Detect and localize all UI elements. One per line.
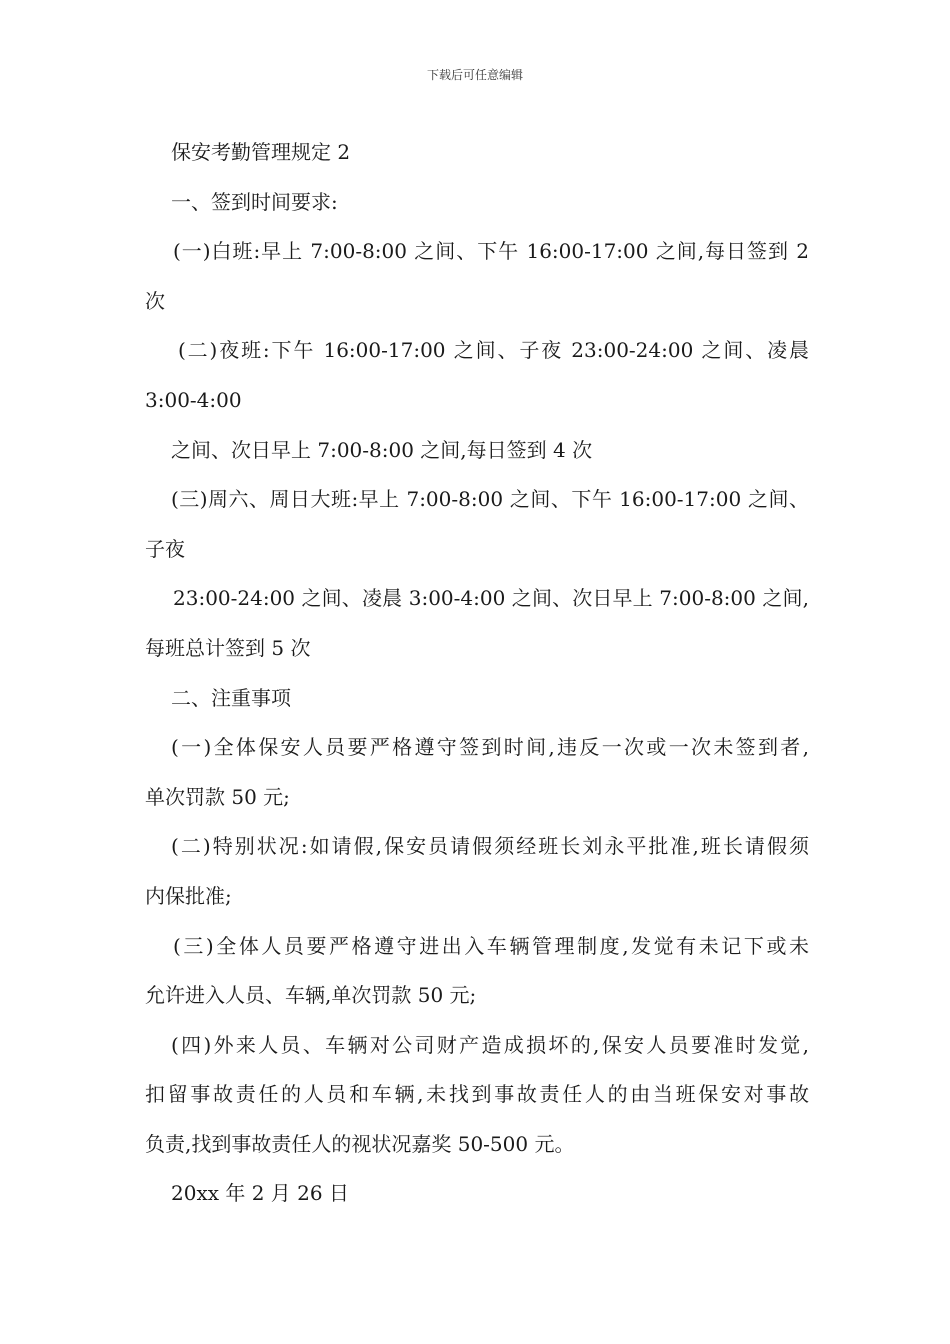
weekend-shift-line-4: 每班总计签到 5 次 [145, 635, 311, 660]
night-shift-line-3: 之间、次日早上 7:00-8:00 之间,每日签到 4 次 [171, 437, 593, 462]
section-heading-signin-time: 一、签到时间要求: [171, 189, 338, 214]
note-1-line-2: 单次罚款 50 元; [145, 784, 290, 809]
day-shift-line-2: 次 [145, 288, 165, 313]
note-4-line-2: 扣留事故责任的人员和车辆,未找到事故责任人的由当班保安对事故 [145, 1082, 809, 1107]
section-heading-notes: 二、注重事项 [171, 685, 291, 710]
header-note: 下载后可任意编辑 [426, 68, 523, 82]
note-2-line-2: 内保批准; [145, 883, 232, 908]
note-4-line-1: (四)外来人员、车辆对公司财产造成损坏的,保安人员要准时发觉, [171, 1032, 809, 1057]
day-shift-line-1: (一)白班:早上 7:00-8:00 之间、下午 16:00-17:00 之间,每日签到 2 [173, 239, 809, 264]
night-shift-line-1: (二)夜班:下午 16:00-17:00 之间、子夜 23:00-24:00 之间、凌晨 [178, 338, 809, 363]
weekend-shift-line-3: 23:00-24:00 之间、凌晨 3:00-4:00 之间、次日早上 7:00-8:00 之间, [173, 586, 809, 611]
weekend-shift-line-1: (三)周六、周日大班:早上 7:00-8:00 之间、下午 16:00-17:00 之间、 [171, 487, 809, 512]
note-2-line-1: (二)特别状况:如请假,保安员请假须经班长刘永平批准,班长请假须 [171, 834, 809, 859]
document-body [145, 128, 809, 1219]
document-title: 保安考勤管理规定 2 [171, 140, 351, 164]
night-shift-line-2: 3:00-4:00 [145, 387, 242, 412]
note-3-line-1: (三)全体人员要严格遵守进出入车辆管理制度,发觉有未记下或未 [173, 933, 809, 958]
note-3-line-2: 允许进入人员、车辆,单次罚款 50 元; [145, 983, 477, 1008]
note-4-line-3: 负责,找到事故责任人的视状况嘉奖 50-500 元。 [145, 1131, 575, 1156]
note-1-line-1: (一)全体保安人员要严格遵守签到时间,违反一次或一次未签到者, [171, 735, 809, 760]
weekend-shift-line-2: 子夜 [145, 536, 185, 561]
document-date: 20xx 年 2 月 26 日 [171, 1181, 349, 1206]
